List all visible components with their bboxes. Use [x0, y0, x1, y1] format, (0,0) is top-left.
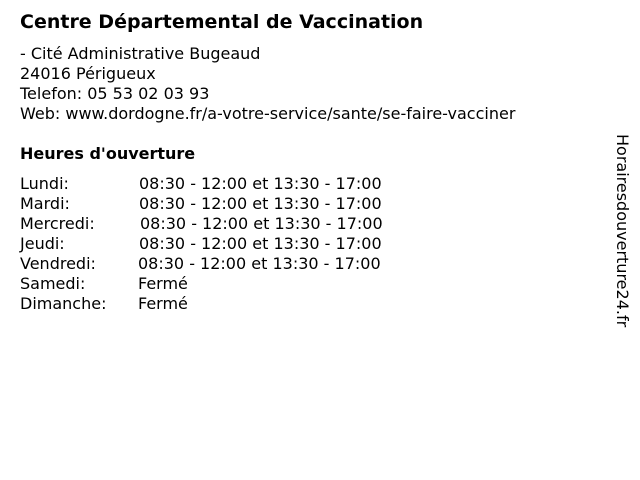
address-city: 24016 Périgueux: [20, 64, 156, 83]
day-label: Lundi:: [20, 174, 69, 193]
opening-hours-heading: Heures d'ouverture: [20, 144, 196, 163]
hours-value: 08:30 - 12:00 et 13:30 - 17:00: [139, 174, 382, 193]
address-street: - Cité Administrative Bugeaud: [20, 44, 261, 63]
address-block: [20, 44, 515, 124]
website-link: Web: www.dordogne.fr/a-votre-service/sante/se-faire-vacciner: [20, 104, 516, 123]
day-label: Mardi:: [20, 194, 70, 213]
page-title: Centre Départemental de Vaccination: [20, 11, 424, 33]
hours-value: 08:30 - 12:00 et 13:30 - 17:00: [139, 234, 382, 253]
hours-value: 08:30 - 12:00 et 13:30 - 17:00: [139, 194, 382, 213]
day-label: Jeudi:: [20, 234, 65, 253]
day-label: Samedi:: [20, 274, 86, 293]
hours-value: 08:30 - 12:00 et 13:30 - 17:00: [138, 254, 381, 273]
day-label: Mercredi:: [20, 214, 95, 233]
day-label: Vendredi:: [20, 254, 96, 273]
hours-value: Fermé: [138, 274, 188, 293]
site-watermark: Horairesdouverture24.fr: [613, 134, 632, 328]
hours-value: Fermé: [138, 294, 188, 313]
phone-number: Telefon: 05 53 02 03 93: [20, 84, 210, 103]
day-label: Dimanche:: [20, 294, 107, 313]
hours-value: 08:30 - 12:00 et 13:30 - 17:00: [140, 214, 383, 233]
